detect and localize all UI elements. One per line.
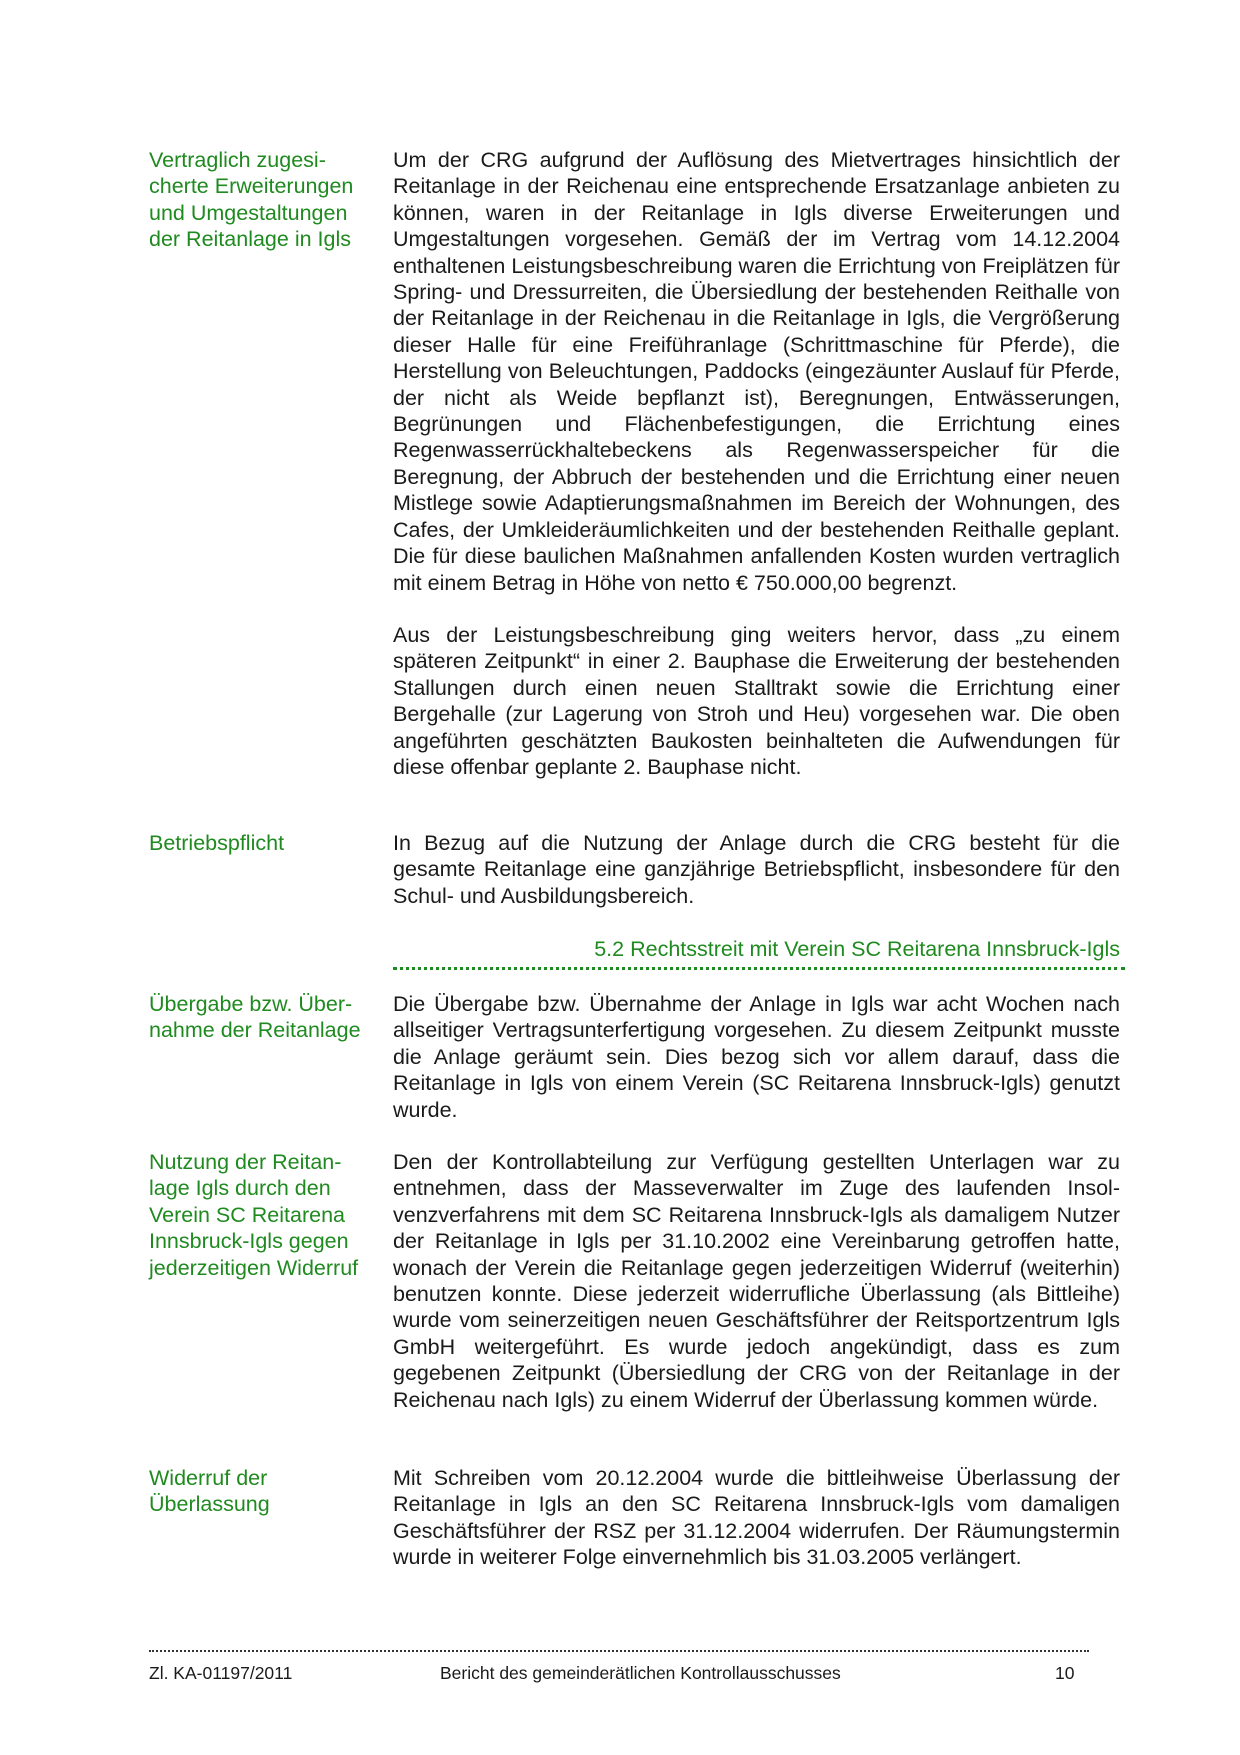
section-nutzung xyxy=(393,1149,1120,1413)
page-number: 10 xyxy=(1055,1663,1075,1683)
footer-title: Bericht des gemeinderätlichen Kontrollausschusses xyxy=(440,1663,841,1683)
margin-note-uebergabe: Übergabe bzw. Übernahme der Reitanlage xyxy=(149,992,361,1043)
margin-note-erweiterungen: Vertraglich zugesi- cherte Erweiterungen und Umgestaltungen der Reitanlage in Igls xyxy=(149,148,354,252)
footer-dotted-rule xyxy=(149,1650,1089,1652)
paragraph: Um der CRG aufgrund der Auflösung des Mietvertrages hinsichtlich der Reitanlage in der Reichenau eine entsprechende Ersatzanlage anbieten zu können, waren in der Reitanlage in Igls diverse Erweiterungen und Umgestaltungen vorgesehen. Gemäß der im Vertrag vom 14.12.2004 enthaltenen Leistungsbeschreibung waren die Errichtung von Freiplätzen für Spring- und Dressurreiten, die Übersiedlung der bestehenden Reithalle von der Reitanlage in der Reichenau in die Reitanlage in Igls, die Vergrößerung dieser Halle für eine Freiführanlage (Schrittmaschine für Pferde), die Herstellung von Beleuchtungen, Paddocks (eingezäunter Auslauf für Pferde, der nicht als Weide bepflanzt ist), Beregnungen, Entwässerungen, Begrünungen und Flächenbefestigungen, die Errichtung eines Regenwasserrückhaltebeckens als Regenwasserspeicher für die Beregnung, der Abbruch der bestehenden und die Errichtung einer neuen Mistlege sowie Adaptierungsmaßnahmen im Bereich der Wohnungen, des Cafes, der Umkleideräumlichkeiten und der bestehenden Reithalle geplant. Die für diese baulichen Maßnahmen anfallenden Kosten wurden vertraglich mit einem Betrag in Höhe von netto € 750.000,00 begrenzt. xyxy=(393,148,1120,595)
section-widerruf xyxy=(393,1465,1120,1571)
section-erweiterungen xyxy=(393,147,1120,780)
margin-note-nutzung: Nutzung der Reitan- lage Igls durch den Verein SC Reitarena Innsbruck-Igls gegen jederzeitigen Widerruf xyxy=(149,1150,359,1280)
margin-note-betriebspflicht: Betriebspflicht xyxy=(149,831,285,855)
section-betriebspflicht xyxy=(393,830,1120,909)
paragraph: In Bezug auf die Nutzung der Anlage durch die CRG besteht für die gesamte Reitanlage eine ganzjährige Betriebspflicht, insbesondere für den Schul- und Ausbildungsbereich. xyxy=(393,831,1120,908)
heading-dotted-rule xyxy=(393,967,1125,970)
paragraph: Aus der Leistungsbeschreibung ging weiters hervor, dass „zu einem späteren Zeitpunkt“ in einer 2. Bauphase die Erweiterung der bestehenden Stallungen durch einen neuen Stalltrakt sowie die Errichtung einer Bergehalle (zur Lagerung von Stroh und Heu) vorgesehen war. Die oben angeführten geschätzten Baukosten beinhalteten die Aufwendungen für diese offenbar geplante 2. Bauphase nicht. xyxy=(393,622,1120,779)
margin-note-widerruf: Widerruf der Überlassung xyxy=(149,1466,270,1517)
paragraph: Mit Schreiben vom 20.12.2004 wurde die bittleihweise Überlassung der Reitanlage in Igls an den SC Reitarena Innsbruck-Igls vom damaligen Geschäftsführer der RSZ per 31.12.2004 widerrufen. Der Räumungstermin wurde in weiterer Folge einvernehmlich bis 31.03.2005 verlängert. xyxy=(393,1466,1120,1570)
paragraph: Die Übergabe bzw. Übernahme der Anlage in Igls war acht Wochen nach allseitiger Vertragsunterfertigung vorgesehen. Zu diesem Zeitpunkt musste die Anlage geräumt sein. Dies bezog sich vor allem darauf, dass die Reitanlage in Igls von einem Verein (SC Reitarena Innsbruck-Igls) genutzt wurde. xyxy=(393,992,1120,1122)
section-uebergabe xyxy=(393,991,1120,1123)
footer-reference: Zl. KA-01197/2011 xyxy=(149,1663,293,1683)
paragraph: Den der Kontrollabteilung zur Verfügung gestellten Unterlagen war zu entnehmen, dass der Masseverwalter im Zuge des laufenden Insolvenzverfahrens mit dem SC Reitarena Innsbruck-Igls als damaligem Nutzer der Reitanlage in Igls per 31.10.2002 eine Vereinbarung getroffen hatte, wonach der Verein die Reitanlage gegen jederzeitigen Widerruf (weiterhin) benutzen konnte. Diese jederzeit widerrufliche Überlassung (als Bittleihe) wurde vom seinerzeitigen neuen Geschäftsführer der Reitsportzentrum Igls GmbH weitergeführt. Es wurde jedoch angekündigt, dass es zum gegebenen Zeitpunkt (Übersiedlung der CRG von der Reitanlage in der Reichenau nach Igls) zu einem Widerruf der Überlassung kommen würde. xyxy=(393,1150,1120,1412)
section-heading: 5.2 Rechtsstreit mit Verein SC Reitarena Innsbruck-Igls xyxy=(594,937,1120,961)
